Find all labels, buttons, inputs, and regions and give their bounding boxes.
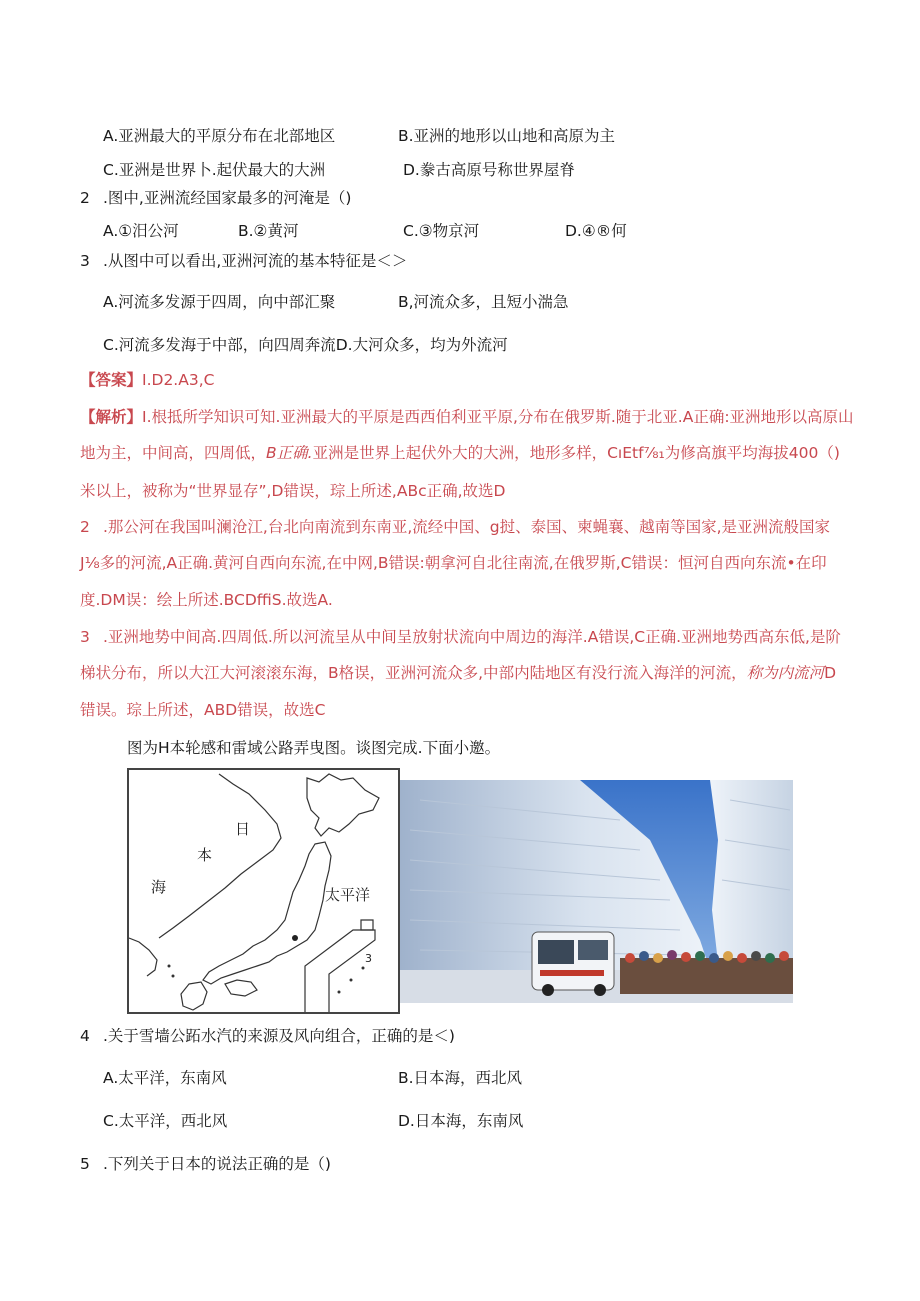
analysis-text-2b: B正确. [266, 444, 313, 462]
q3-option-a: A.河流多发源于四周，向中部汇聚 [103, 293, 336, 311]
q3-stem: .从图中可以看出,亚洲河流的基本特征是＜＞ [103, 252, 408, 270]
analysis-p2-line-2: J⅛多的河流,A正确.黄河自西向东流,在中网,B错误:朝拿河自北往南流,在俄罗斯,C错误：恒河自西向东流•在印 [80, 554, 827, 572]
japan-map [127, 768, 400, 1014]
q4-option-d: D.日本海，东南风 [398, 1112, 524, 1130]
analysis-p3-text-2c: D [824, 664, 837, 682]
q5-stem: .下列关于日本的说法正确的是（) [103, 1155, 331, 1173]
q2-number: 2 [80, 189, 90, 207]
q4-stem: .关于雪墙公跖水汽的来源及风向组合，正确的是＜) [103, 1027, 455, 1045]
analysis-p2-line-1: .那公河在我国叫澜沧江,台北向南流到东南亚,流经中国、g挝、泰国、柬蝇襄、越南等国家,是亚洲流般国家 [103, 518, 831, 536]
analysis-p3-text-2a: 梯状分布，所以大江大河滚滚东海，B格误，亚洲河流众多,中部内陆地区有没行流入海洋的河流， [80, 664, 747, 682]
analysis-p2-number: 2 [80, 518, 90, 536]
map-label-inset: 3 [365, 952, 372, 965]
q2-option-d: D.④®何 [565, 222, 627, 240]
map-label-ben: 本 [197, 846, 213, 864]
q3-number: 3 [80, 252, 90, 270]
answer-text: I.D2.A3,C [142, 371, 215, 389]
q4-option-b: B.日本海，西北风 [398, 1069, 523, 1087]
analysis-text-2a: 地为主，中间高，四周低， [80, 444, 267, 462]
q2-option-a: A.①汨公河 [103, 222, 179, 240]
analysis-line-2 [80, 442, 840, 464]
answer-tag: 【答案】 [80, 371, 143, 389]
q3-option-b: B,河流众多，且短小湍急 [398, 293, 569, 311]
q1-option-a: A.亚洲最大的平原分布在北部地区 [103, 127, 336, 145]
map-label-pacific: 太平洋 [325, 886, 371, 904]
q2-stem: .图中,亚洲流经国家最多的河淹是（) [103, 189, 352, 207]
snow-wall-photo [400, 780, 793, 1003]
bus-shape [532, 932, 614, 996]
q3-option-cd: C.河流多发海于中部，向四周奔流D.大河众多，均为外流河 [103, 336, 508, 354]
analysis-tag: 【解析】 [80, 408, 143, 426]
analysis-text-2c: 亚洲是世界上起伏外大的大洲，地形多样，CıEtf⅞₁为修高旗平均海拔400（) [312, 444, 840, 462]
analysis-p3-line-3: 错误。琮上所述，ABD错误，故选C [80, 701, 326, 719]
snow-wall-photo-illustration [400, 780, 793, 1003]
analysis-p3-line-2 [80, 662, 836, 684]
q4-option-c: C.太平洋，西北风 [103, 1112, 228, 1130]
answer-line [80, 369, 214, 391]
analysis-text-1: I.根抵所学知识可知.亚洲最大的平原是西西伯利亚平原,分布在俄罗斯.随于北亚.A正确:亚洲地形以高原山 [142, 408, 854, 426]
q2-option-c: C.③物京河 [403, 222, 480, 240]
map-label-hai: 海 [151, 878, 167, 896]
analysis-p3-text-2b: 称为内流河 [746, 664, 825, 682]
q4-option-a: A.太平洋，东南风 [103, 1069, 227, 1087]
q1-option-d: D.豢古高原号称世界屋脊 [403, 161, 575, 179]
q5-number: 5 [80, 1155, 90, 1173]
analysis-p2-line-3: 度.DM误：绘上所述.BCDffiS.故选A. [80, 591, 333, 609]
analysis-line-3: 米以上，被称为“世界显存”,D错误，琮上所述,ABc正确,故选D [80, 482, 506, 500]
q1-option-c: C.亚洲是世界卜.起伏最大的大洲 [103, 161, 326, 179]
figure [127, 768, 793, 1016]
q1-option-b: B.亚洲的地形以山地和高原为主 [398, 127, 616, 145]
q4-number: 4 [80, 1027, 90, 1045]
analysis-p3-line-1: .亚洲地势中间高.四周低.所以河流呈从中间呈放射状流向中周边的海洋.A错误,C正确.亚洲地势西高东低,是阶 [103, 628, 841, 646]
analysis-p3-number: 3 [80, 628, 90, 646]
analysis-line-1 [80, 406, 854, 428]
figure-intro: 图为H本轮感和雷域公路弄曳图。谈图完成.下面小邀。 [127, 739, 501, 757]
q2-option-b: B.②黄河 [238, 222, 299, 240]
map-label-ri: 日 [235, 820, 251, 838]
